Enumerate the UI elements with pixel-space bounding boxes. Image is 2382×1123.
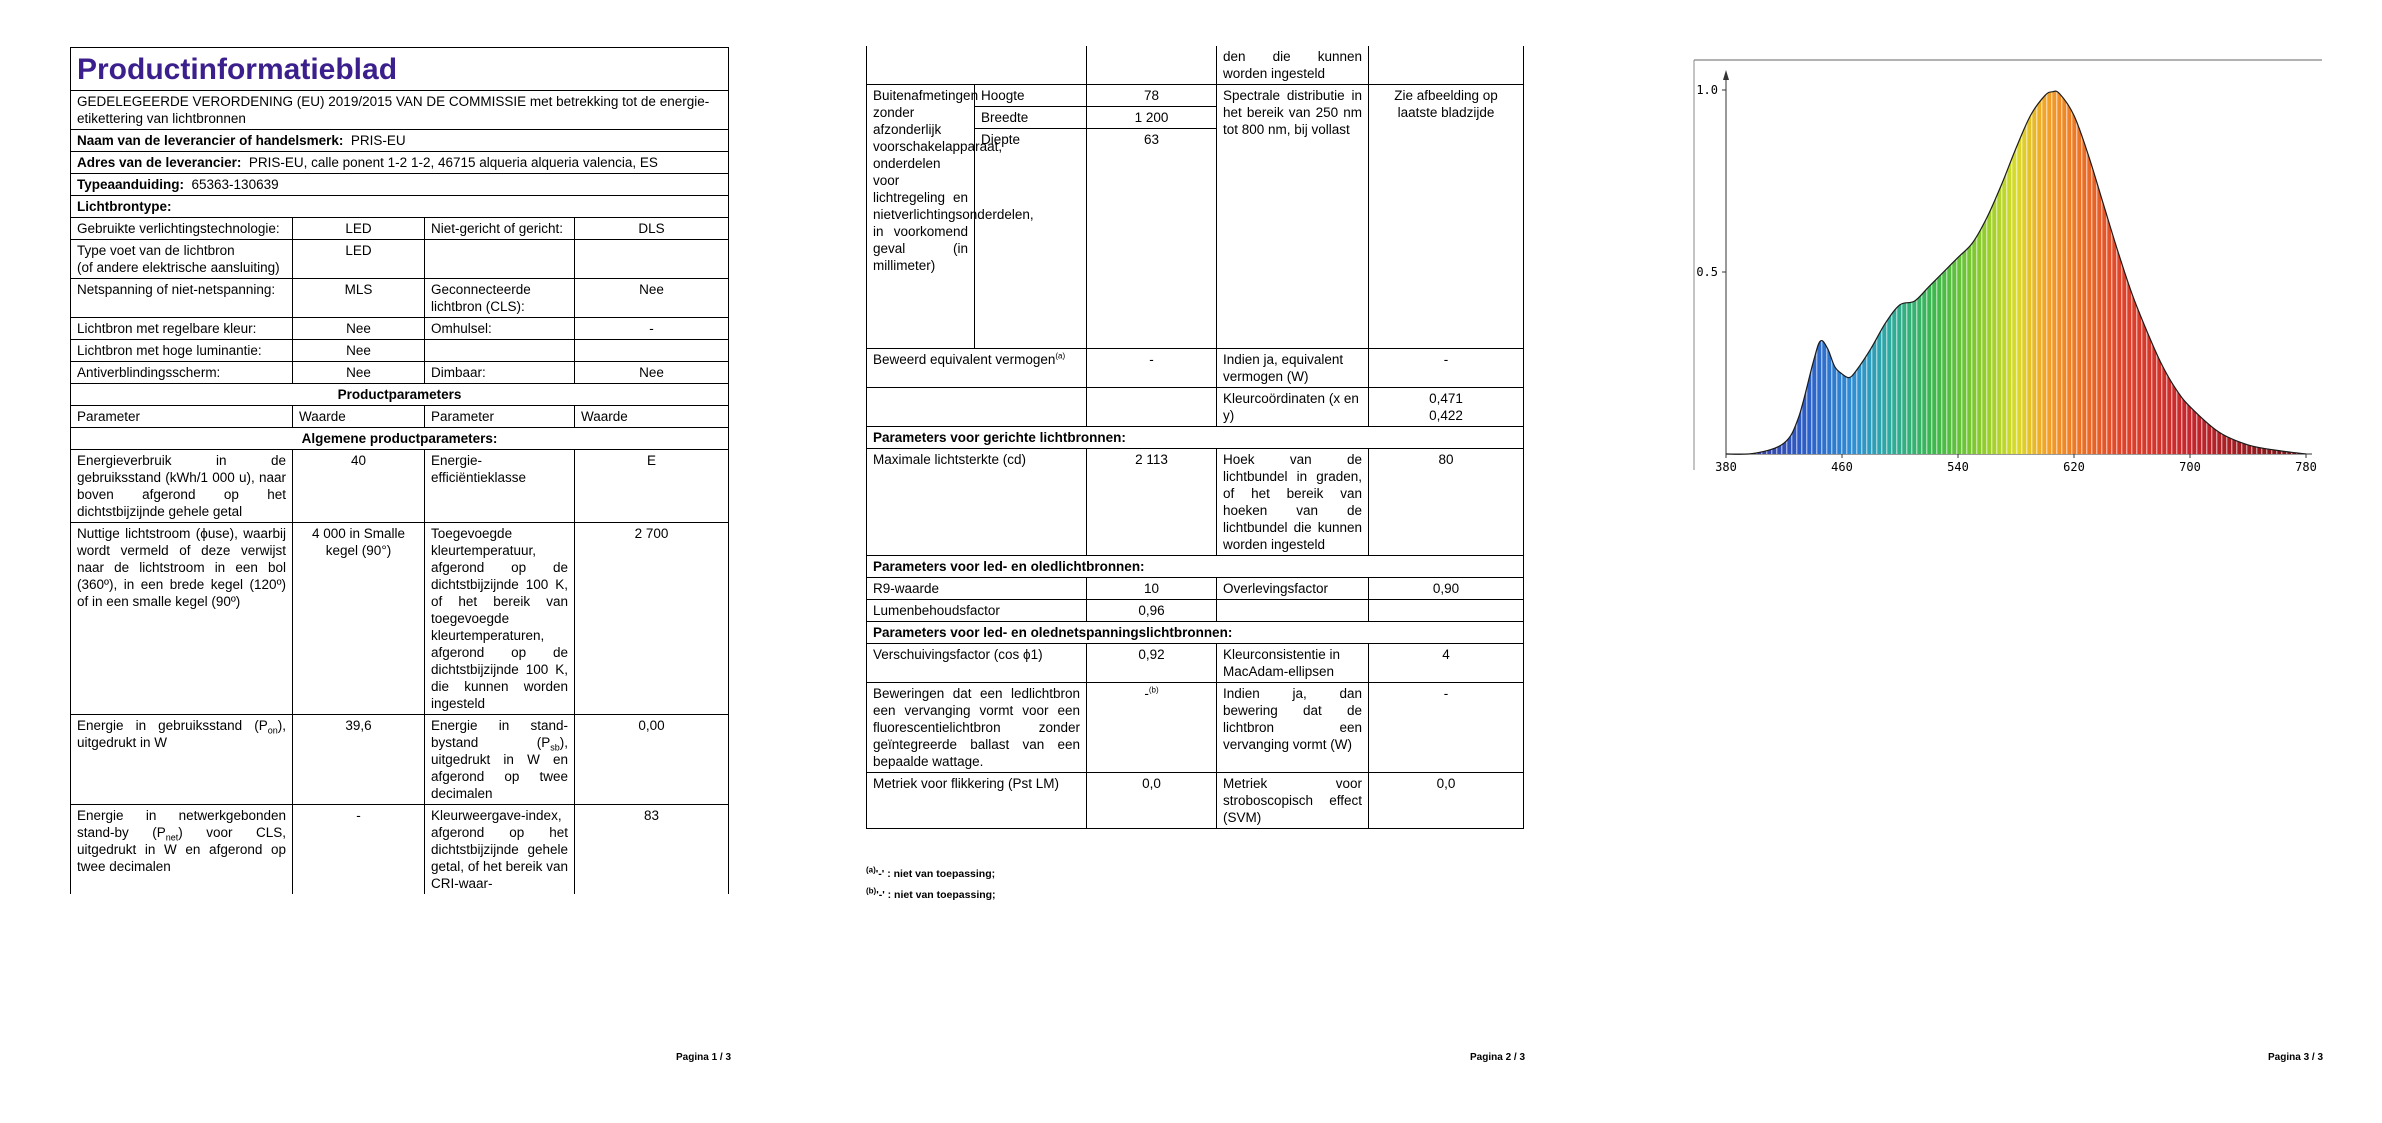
highlum-value: Nee [293, 340, 425, 362]
svm-label: Metriek voor stroboscopisch effect (SVM) [1217, 773, 1369, 829]
pf-value: 0,92 [1087, 644, 1217, 683]
svm-value: 0,0 [1369, 773, 1524, 829]
pnet-label-b: ) voor CLS, uitgedrukt in W en afgerond op twee decimalen [77, 825, 287, 874]
product-params-header: Productparameters [71, 384, 729, 406]
page-number: Pagina 3 / 3 [2268, 1052, 2324, 1063]
psb-label-b: ), uitgedrukt in W en afgerond op twee decimalen [431, 735, 568, 801]
empty-cell [425, 240, 575, 279]
macadam-value: 4 [1369, 644, 1524, 683]
cap-label-line2: (of andere elektrische aansluiting) [77, 260, 280, 275]
led-header: Parameters voor led- en oledlichtbronnen: [867, 556, 1524, 578]
r9-label: R9-waarde [867, 578, 1087, 600]
page-1 [0, 0, 794, 1123]
survival-value: 0,90 [1369, 578, 1524, 600]
x-tick-label: 620 [2063, 460, 2085, 474]
color-value: Nee [293, 318, 425, 340]
spectral-label: Spectrale distributie in het bereik van 250 nm tot 800 nm, bij vollast [1217, 85, 1369, 349]
replace-value-text: - [1144, 686, 1149, 701]
supplier-address-label: Adres van de leverancier: [77, 155, 242, 170]
nondir-label: Niet-gericht of gericht: [425, 218, 575, 240]
regulation-text: GEDELEGEERDE VERORDENING (EU) 2019/2015 VAN DE COMMISSIE met betrekking tot de energie-etikettering van lichtbronnen [71, 91, 729, 130]
width-value: 1 200 [1087, 107, 1217, 129]
psb-sub: sb [550, 742, 560, 753]
supplier-name-row [71, 130, 729, 152]
empty-cell [575, 340, 729, 362]
pnet-value: - [293, 805, 425, 895]
color-label: Lichtbron met regelbare kleur: [71, 318, 293, 340]
y-tick-label: 1.0 [1696, 83, 1718, 97]
footnote-ref-b: (b) [1148, 685, 1159, 695]
depth-value: 63 [1087, 129, 1217, 349]
pf-label: Verschuivingsfactor (cos ϕ1) [867, 644, 1087, 683]
chroma-label: Kleurcoördinaten (x en y) [1217, 388, 1369, 427]
empty-cell [867, 388, 1087, 427]
glare-label: Antiverblindingsscherm: [71, 362, 293, 384]
general-params-header: Algemene productparameters: [71, 428, 729, 450]
cri-label: Kleurweergave-index, afgerond op het dichtstbijzijnde gehele getal, of het bereik van CRI-waar- [425, 805, 575, 895]
psb-label-a: Energie in stand-bystand (P [431, 718, 568, 750]
nondir-value: DLS [575, 218, 729, 240]
chroma-x: 0,471 [1429, 391, 1463, 406]
tech-label: Gebruikte verlichtingstechnologie: [71, 218, 293, 240]
lumen-maint-value: 0,96 [1087, 600, 1217, 622]
footnote-ref-a: (a) [1055, 351, 1066, 361]
replace-w-label: Indien ja, dan bewering dat de lichtbron een vervanging vormt (W) [1217, 683, 1369, 773]
spectral-distribution-chart [1686, 58, 2326, 483]
r9-value: 10 [1087, 578, 1217, 600]
page-title: Productinformatieblad [71, 48, 729, 91]
lightsource-type-label: Lichtbrontype: [71, 196, 729, 218]
height-label: Hoogte [975, 85, 1087, 107]
x-tick-label: 540 [1947, 460, 1969, 474]
chroma-y: 0,422 [1429, 408, 1463, 423]
x-tick-label: 780 [2295, 460, 2317, 474]
intensity-value: 2 113 [1087, 449, 1217, 556]
envelope-label: Omhulsel: [425, 318, 575, 340]
footnote-b-text: '-' : niet van toepassing; [876, 889, 996, 901]
tech-value: LED [293, 218, 425, 240]
dims-label: Buitenafmetingen zonder afzonderlijk voorschakelapparaat, onderdelen voor lichtregeling en nietverlichtingsonderdelen, in voorkomend geval (in millimeter) [867, 85, 975, 349]
product-info-table-continued [866, 46, 1524, 829]
dimmable-value: Nee [575, 362, 729, 384]
flux-label: Nuttige lichtstroom (ϕuse), waarbij wordt vermeld of deze verwijst naar de lichtstroom in een bol (360º), in een brede kegel (120º) of in een smalle kegel (90º) [71, 523, 293, 715]
energy-value: 40 [293, 450, 425, 523]
cls-value: Nee [575, 279, 729, 318]
footnote-a-text: '-' : niet van toepassing; [875, 868, 996, 880]
x-ticks [1715, 454, 2317, 474]
empty-cell [425, 340, 575, 362]
supplier-name-label: Naam van de leverancier of handelsmerk: [77, 133, 344, 148]
survival-label: Overlevingsfactor [1217, 578, 1369, 600]
cct-value: 2 700 [575, 523, 729, 715]
replace-w-value: - [1369, 683, 1524, 773]
x-tick-label: 700 [2179, 460, 2201, 474]
pon-sub: on [267, 725, 278, 736]
empty-cell [1217, 600, 1369, 622]
equiv-label [867, 349, 1087, 388]
col-param-header: Parameter [71, 406, 293, 428]
lumen-maint-label: Lumenbehoudsfactor [867, 600, 1087, 622]
envelope-value: - [575, 318, 729, 340]
equiv-w-value: - [1369, 349, 1524, 388]
mains-header: Parameters voor led- en olednetspanningslichtbronnen: [867, 622, 1524, 644]
page-3 [1588, 0, 2382, 1123]
directional-header: Parameters voor gerichte lichtbronnen: [867, 427, 1524, 449]
mains-label: Netspanning of niet-netspanning: [71, 279, 293, 318]
page-number: Pagina 2 / 3 [1470, 1052, 1526, 1063]
energy-label: Energieverbruik in de gebruiksstand (kWh/1 000 u), naar boven afgerond op het dichtstbijzijnde gehele getal [71, 450, 293, 523]
footnote-b-mark: (b) [866, 886, 877, 896]
empty-cell [1369, 46, 1524, 85]
product-info-table [70, 47, 729, 894]
empty-cell [1087, 46, 1217, 85]
beam-label: Hoek van de lichtbundel in graden, of het bereik van hoeken van de lichtbundel die kunnen worden ingesteld [1217, 449, 1369, 556]
supplier-address-row [71, 152, 729, 174]
type-value: 65363-130639 [191, 177, 279, 192]
cct-label: Toegevoegde kleurtemperatuur, afgerond op de dichtstbijzijnde 100 K, of het bereik van toegevoegde kleurtemperaturen, afgerond op de dichtstbijzijnde 100 K, die kunnen worden ingesteld [425, 523, 575, 715]
beam-value: 80 [1369, 449, 1524, 556]
supplier-name-value: PRIS-EU [350, 133, 406, 148]
dimmable-label: Dimbaar: [425, 362, 575, 384]
flicker-value: 0,0 [1087, 773, 1217, 829]
pon-value: 39,6 [293, 715, 425, 805]
pon-label-b: ), uitgedrukt in W [77, 718, 286, 750]
eclass-label: Energie-efficiëntieklasse [425, 450, 575, 523]
type-label: Typeaanduiding: [77, 177, 184, 192]
y-ticks [1696, 83, 1726, 279]
col-param-header: Parameter [425, 406, 575, 428]
pon-label [71, 715, 293, 805]
height-value: 78 [1087, 85, 1217, 107]
spectral-value: Zie afbeelding op laatste bladzijde [1369, 85, 1524, 349]
eclass-value: E [575, 450, 729, 523]
cap-label [71, 240, 293, 279]
psb-value: 0,00 [575, 715, 729, 805]
footnote-b [866, 886, 996, 901]
x-tick-label: 380 [1715, 460, 1737, 474]
empty-cell [867, 46, 1087, 85]
type-row [71, 174, 729, 196]
footnote-a-mark: (a) [866, 865, 876, 875]
footnote-a [866, 865, 996, 880]
empty-cell [1369, 600, 1524, 622]
cri-value: 83 [575, 805, 729, 895]
empty-cell [575, 240, 729, 279]
equiv-w-label: Indien ja, equivalent vermogen (W) [1217, 349, 1369, 388]
chroma-value [1369, 388, 1524, 427]
y-axis-arrow [1723, 70, 1729, 80]
cap-value: LED [293, 240, 425, 279]
macadam-label: Kleurconsistentie in MacAdam-ellipsen [1217, 644, 1369, 683]
spectrum-stripes [1726, 91, 2306, 454]
width-label: Breedte [975, 107, 1087, 129]
empty-cell [1087, 388, 1217, 427]
col-value-header: Waarde [575, 406, 729, 428]
pon-label-a: Energie in gebruiksstand (P [77, 718, 268, 733]
x-tick-label: 460 [1831, 460, 1853, 474]
cap-label-line1: Type voet van de lichtbron [77, 243, 235, 258]
depth-label: Diepte [975, 129, 1087, 349]
page-2 [794, 0, 1588, 1123]
continued-text: den die kunnen worden ingesteld [1217, 46, 1369, 85]
supplier-address-value: PRIS-EU, calle ponent 1-2 1-2, 46715 alqueria alqueria valencia, ES [248, 155, 658, 170]
replace-label: Beweringen dat een ledlichtbron een vervanging vormt voor een fluorescentielichtbron zonder geïntegreerde ballast van een bepaalde wattage. [867, 683, 1087, 773]
psb-label [425, 715, 575, 805]
flux-value: 4 000 in Smalle kegel (90°) [293, 523, 425, 715]
y-tick-label: 0.5 [1696, 265, 1718, 279]
mains-value: MLS [293, 279, 425, 318]
page-number: Pagina 1 / 3 [676, 1052, 732, 1063]
equiv-label-text: Beweerd equivalent vermogen [873, 352, 1056, 367]
intensity-label: Maximale lichtsterkte (cd) [867, 449, 1087, 556]
highlum-label: Lichtbron met hoge luminantie: [71, 340, 293, 362]
glare-value: Nee [293, 362, 425, 384]
pnet-label-a: Energie in netwerkgebonden stand-by (P [77, 808, 286, 840]
equiv-value: - [1087, 349, 1217, 388]
pnet-label [71, 805, 293, 895]
cls-label: Geconnecteerde lichtbron (CLS): [425, 279, 575, 318]
col-value-header: Waarde [293, 406, 425, 428]
flicker-label: Metriek voor flikkering (Pst LM) [867, 773, 1087, 829]
pnet-sub: net [165, 832, 179, 843]
replace-value [1087, 683, 1217, 773]
